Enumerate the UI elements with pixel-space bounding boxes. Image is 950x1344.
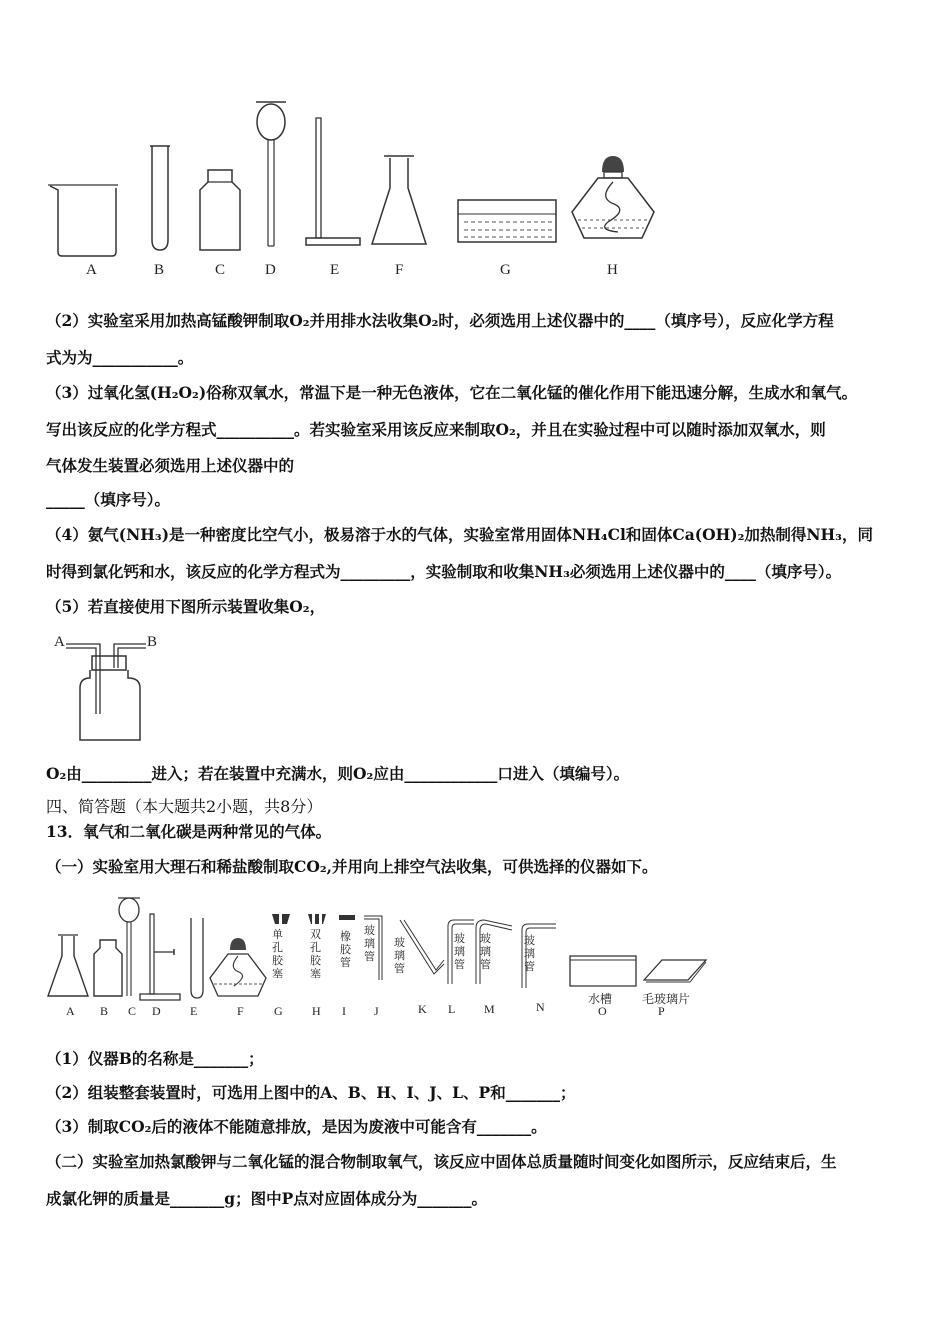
label-d: D	[265, 262, 276, 278]
question-13: 13．氧气和二氧化碳是两种常见的气体。	[46, 822, 332, 841]
label-a: A	[86, 262, 97, 278]
letter-i: I	[342, 1004, 346, 1018]
part1-q1: （1）仪器B的名称是_______；	[46, 1049, 264, 1068]
q5-line-1: （5）若直接使用下图所示装置收集O₂，	[46, 597, 326, 616]
q2-line-1: （2）实验室采用加热高锰酸钾制取O₂并用排水法收集O₂时，必须选用上述仪器中的____（填序号），反应化学方程	[46, 311, 834, 330]
letter-o: O	[598, 1004, 607, 1018]
conical-flask-icon	[46, 932, 92, 1000]
item-l-label: 玻璃管	[454, 932, 465, 971]
letter-e: E	[190, 1004, 198, 1018]
letter-k: K	[418, 1002, 427, 1016]
alcohol-lamp-icon	[206, 936, 270, 1000]
part1-q2: （2）组装整套装置时，可选用上图中的A、B、H、I、J、L、P和_______；	[46, 1083, 576, 1102]
test-tube-icon	[146, 142, 176, 252]
part2-line-1: （二）实验室加热氯酸钾与二氧化锰的混合物制取氧气，该反应中固体总质量随时间变化如图所示，反应结束后，生	[46, 1152, 837, 1171]
section-4-title: 四、简答题（本大题共2小题，共8分）	[46, 797, 323, 816]
q3-line-2: 写出该反应的化学方程式__________。若实验室采用该反应来制取O₂，并且在实验过程中可以随时添加双氧水，则	[46, 420, 826, 439]
single-hole-stopper-icon	[270, 912, 292, 926]
iron-stand-icon	[304, 114, 374, 249]
letter-d: D	[152, 1004, 161, 1018]
label-a: A	[54, 634, 65, 650]
item-o-label: 水槽	[588, 992, 613, 1006]
double-hole-stopper-icon	[306, 912, 328, 926]
beaker-icon	[46, 180, 126, 260]
water-trough-icon	[568, 954, 638, 988]
q3-line-1: （3）过氧化氢(H₂O₂)俗称双氧水，常温下是一种无色液体，它在二氧化锰的催化作用下能迅速分解，生成水和氧气。	[46, 383, 858, 402]
part1-q3: （3）制取CO₂后的液体不能随意排放，是因为废液中可能含有_______。	[46, 1117, 547, 1136]
letter-m: M	[484, 1002, 495, 1016]
label-b: B	[147, 634, 158, 650]
letter-p: P	[658, 1004, 665, 1018]
item-j-label: 玻璃管	[364, 924, 375, 963]
letter-c: C	[128, 1004, 137, 1018]
rubber-tube-icon	[338, 914, 358, 922]
letter-h: H	[312, 1004, 321, 1018]
label-e: E	[330, 262, 340, 278]
iron-stand-icon	[138, 912, 188, 1002]
alcohol-lamp-icon	[568, 152, 658, 244]
item-p-label: 毛玻璃片	[642, 992, 691, 1006]
label-b: B	[154, 262, 165, 278]
q4-line-2: 时得到氯化钙和水，该反应的化学方程式为_________，实验制取和收集NH₃必须选用上述仪器中的____（填序号）。	[46, 562, 842, 581]
conical-flask-icon	[368, 152, 432, 252]
letter-f: F	[237, 1004, 244, 1018]
q5-line-2: O₂由_________进入；若在装置中充满水，则O₂应由____________口进入（填编号）。	[46, 764, 630, 783]
water-trough-icon	[456, 196, 560, 246]
letter-l: L	[448, 1002, 456, 1016]
label-c: C	[215, 262, 226, 278]
glass-plate-icon	[642, 958, 708, 984]
item-n-label: 玻璃管	[524, 934, 535, 973]
letter-g: G	[274, 1004, 283, 1018]
q3-line-4: _____（填序号）。	[46, 490, 171, 509]
part1-intro: （一）实验室用大理石和稀盐酸制取CO₂,并用向上排空气法收集，可供选择的仪器如下。	[46, 857, 658, 876]
test-tube-icon	[186, 916, 208, 1000]
gas-washing-bottle-icon	[66, 634, 166, 746]
letter-j: J	[374, 1004, 379, 1018]
item-m-label: 玻璃管	[480, 932, 491, 971]
reagent-bottle-icon	[196, 168, 246, 254]
label-h: H	[607, 262, 618, 278]
letter-b: B	[100, 1004, 109, 1018]
separatory-funnel-icon	[250, 100, 294, 250]
item-g-label: 单孔胶塞	[272, 928, 283, 980]
letter-n: N	[536, 1000, 545, 1014]
item-i-label: 橡胶管	[340, 930, 351, 969]
label-g: G	[500, 262, 511, 278]
q2-line-2: 式为为___________。	[46, 348, 194, 367]
item-h-label: 双孔胶塞	[310, 928, 321, 980]
part2-line-2: 成氯化钾的质量是_______g；图中P点对应固体成分为_______。	[46, 1189, 487, 1208]
q4-line-1: （4）氨气(NH₃)是一种密度比空气小，极易溶于水的气体，实验室常用固体NH₄Cl和固体Ca(OH)₂加热制得NH₃，同	[46, 525, 873, 544]
q3-line-3: 气体发生装置必须选用上述仪器中的	[46, 456, 295, 475]
label-f: F	[395, 262, 404, 278]
item-k-label: 玻璃管	[394, 936, 405, 975]
letter-a: A	[66, 1004, 75, 1018]
